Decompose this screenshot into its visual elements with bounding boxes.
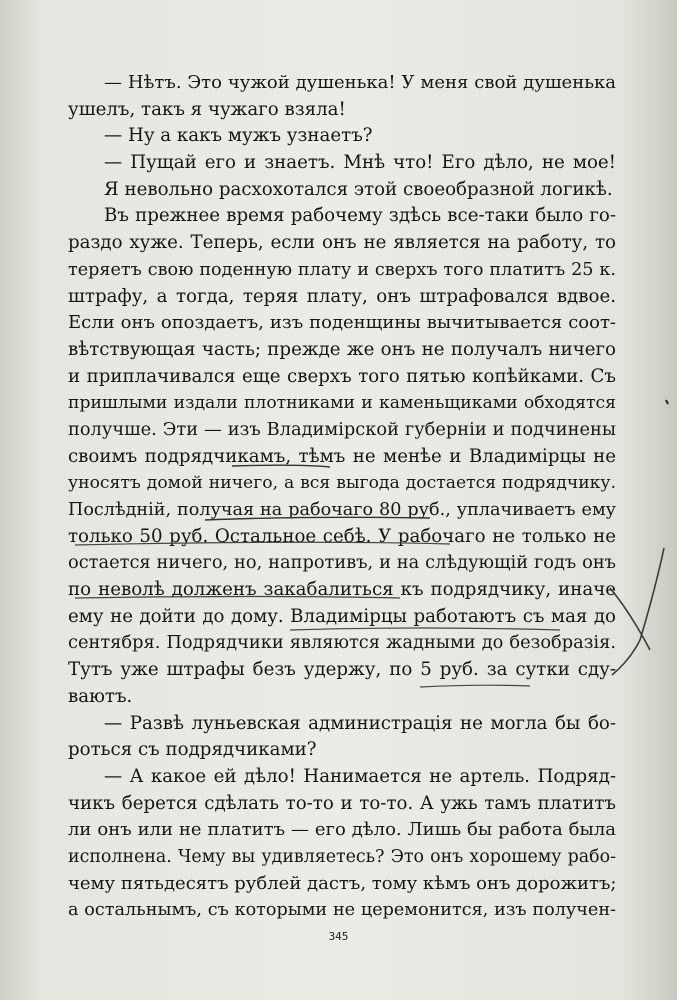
text-line: чикъ берется сдѣлать то-то и то-то. А ужь тамъ платитъ — [68, 792, 616, 814]
text-line: ушелъ, такъ я чужаго взяла! — [68, 98, 346, 120]
text-line: остается ничего, но, напротивъ, и на слѣдующій годъ онъ — [68, 552, 616, 574]
text-line: исполнена. Чему вы удивляетесь? Это онъ хорошему рабо- — [68, 846, 616, 867]
pencil-margin-tick — [666, 400, 668, 404]
page-number: 345 — [328, 930, 349, 943]
text-line: и приплачивался еще сверхъ того пятью копѣйками. Съ — [68, 365, 616, 387]
text-line: Если онъ опоздаетъ, изъ поденщины вычитывается соот- — [68, 312, 616, 334]
text-line: по неволѣ долженъ закабалиться къ подрядчику, иначе — [68, 579, 616, 601]
text-line: — А какое ей дѣло! Нанимается не артель. Подряд- — [104, 765, 616, 787]
text-line: ваютъ. — [68, 685, 133, 707]
text-line: штрафу, а тогда, теряя плату, онъ штрафовался вдвое. — [68, 285, 616, 307]
text-line: уносятъ домой ничего, а вся выгода достается подрядчику. — [68, 473, 616, 494]
text-line: пришлыми издали плотниками и каменьщиками обходятся — [68, 393, 616, 414]
text-line: Въ прежнее время рабочему здѣсь все-таки было го- — [104, 205, 616, 227]
text-line: Тутъ уже штрафы безъ удержу, по 5 руб. за сутки сду- — [68, 659, 616, 681]
text-line: — Нѣтъ. Это чужой душенька! У меня свой душенька — [104, 72, 616, 93]
text-line: а остальнымъ, съ которыми не церемонится, изъ получен- — [68, 900, 616, 921]
text-line: получше. Эти — изъ Владимірской губерніи и подчинены — [68, 418, 616, 440]
text-line: роться съ подрядчиками? — [68, 739, 317, 761]
pencil-margin-x — [612, 548, 664, 675]
text-line: — Пущай его и знаетъ. Мнѣ что! Его дѣло, не мое! — [104, 152, 616, 174]
text-line: — Ну а какъ мужъ узнаетъ? — [104, 125, 373, 147]
text-line: ли онъ или не платитъ — его дѣло. Лишь бы работа была — [68, 819, 616, 841]
text-line: только 50 руб. Остальное себѣ. У рабочаго не только не — [68, 525, 616, 547]
body-text — [68, 70, 616, 924]
text-line: Послѣдній, получая на рабочаго 80 руб., уплачиваетъ ему — [68, 500, 616, 520]
text-line: чему пятьдесятъ рублей дастъ, тому кѣмъ онъ дорожитъ; — [68, 872, 617, 894]
pencil-margin-x — [610, 588, 650, 650]
text-line: ему не дойти до дому. Владимірцы работаютъ съ мая до — [68, 605, 616, 627]
text-line: Я невольно расхохотался этой своеобразной логикѣ. — [104, 178, 613, 200]
text-line: теряетъ свою поденную плату и сверхъ того платитъ 25 к. — [68, 259, 616, 280]
text-line: — Развѣ луньевская администрація не могла бы бо- — [104, 712, 616, 734]
text-line: вѣтствующая часть; прежде же онъ не получалъ ничего — [68, 338, 616, 360]
text-line: раздо хуже. Теперь, если онъ не является на работу, то — [68, 232, 616, 254]
text-line: своимъ подрядчикамъ, тѣмъ не менѣе и Владимірцы не — [68, 445, 616, 467]
text-line: сентября. Подрядчики являются жадными до безобразія. — [68, 632, 616, 654]
